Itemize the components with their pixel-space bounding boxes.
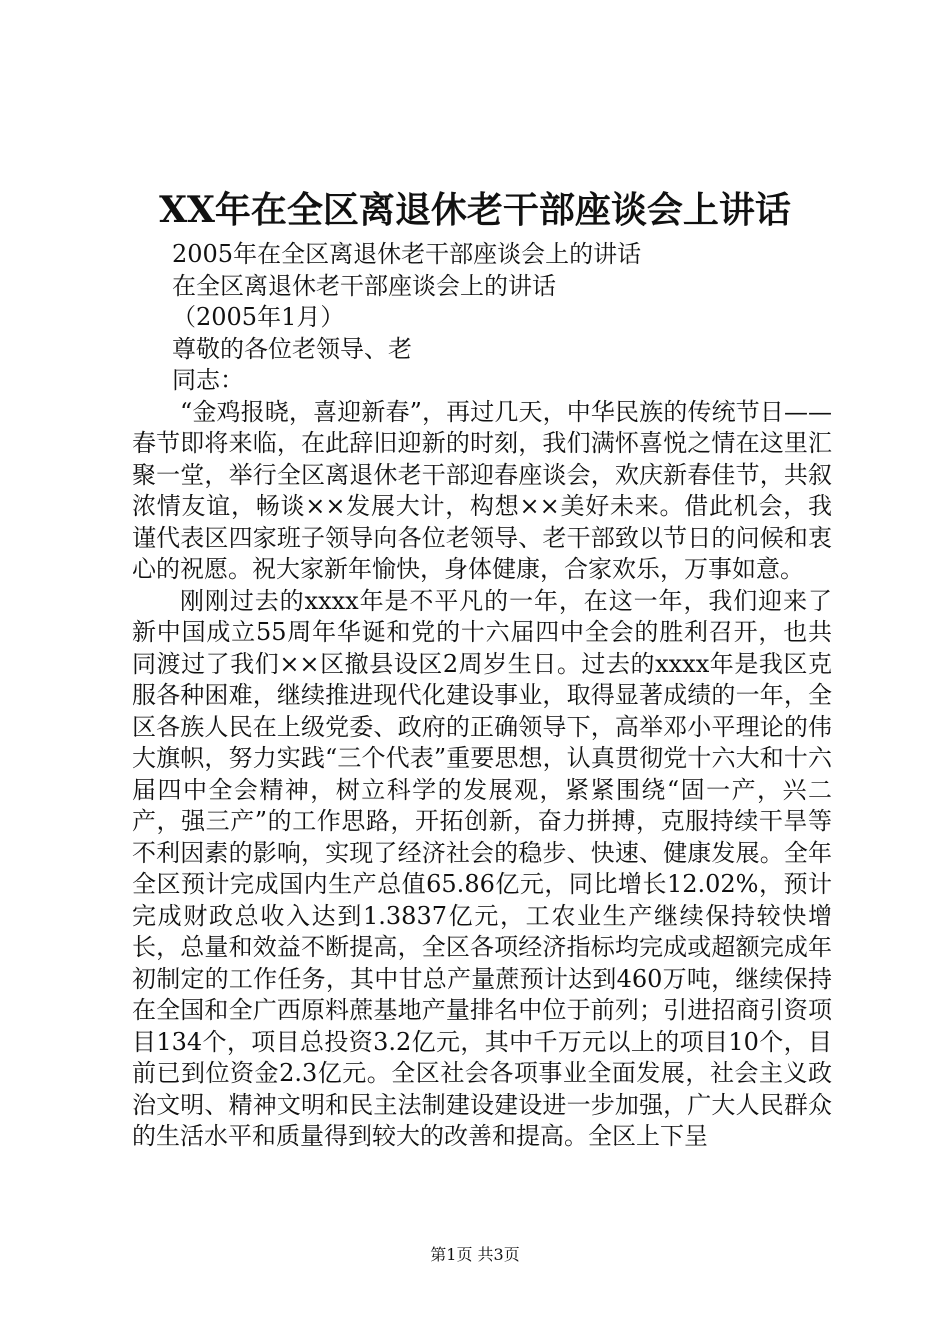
subtitle-line: 2005年在全区离退休老干部座谈会上的讲话 <box>172 240 642 268</box>
salutation-line: 尊敬的各位老领导、老 <box>172 334 412 363</box>
date-line: （2005年1月） <box>172 303 345 331</box>
page-footer: 第1页 共3页 <box>430 1245 520 1264</box>
body-paragraph: “金鸡报晓，喜迎新春”，再过几天，中华民族的传统节日——春节即将来临，在此辞旧迎新的时刻，我们满怀喜悦之情在这里汇聚一堂，举行全区离退休老干部迎春座谈会，欢庆新春佳节，共叙浓情友谊，畅谈××发展大计，构想××美好未来。借此机会，我谨代表区四家班子领导向各位老领导、老干部致以节日的问候和衷心的祝愿。祝大家新年愉快，身体健康，合家欢乐，万事如意。 <box>132 397 832 583</box>
document-title: XX年在全区离退休老干部座谈会上讲话 <box>159 189 791 231</box>
subtitle-line: 在全区离退休老干部座谈会上的讲话 <box>172 271 556 300</box>
salutation-line: 同志： <box>172 366 244 394</box>
body-paragraph: 刚刚过去的xxxx年是不平凡的一年，在这一年，我们迎来了新中国成立55周年华诞和党的十六届四中全会的胜利召开，也共同渡过了我们××区撤县设区2周岁生日。过去的xxxx年是我区克服各种困难，继续推进现代化建设事业，取得显著成绩的一年，全区各族人民在上级党委、政府的正确领导下，高举邓小平理论的伟大旗帜，努力实践“三个代表”重要思想，认真贯彻党十六大和十六届四中全会精神，树立科学的发展观，紧紧围绕“固一产，兴二产，强三产”的工作思路，开拓创新，奋力拼搏，克服持续干旱等不利因素的影响，实现了经济社会的稳步、快速、健康发展。全年全区预计完成国内生产总值65.86亿元，同比增长12.02%，预计完成财政总收入达到1.3837亿元，工农业生产继续保持较快增长，总量和效益不断提高，全区各项经济指标均完成或超额完成年初制定的工作任务，其中甘总产量蔗预计达到460万吨，继续保持在全国和全广西原料蔗基地产量排名中位于前列；引进招商引资项目134个，项目总投资3.2亿元，其中千万元以上的项目10个，目前已到位资金2.3亿元。全区社会各项事业全面发展，社会主义政治文明、精神文明和民主法制建设建设进一步加强，广大人民群众的生活水平和质量得到较大的改善和提高。全区上下呈 <box>132 586 832 1150</box>
document-body <box>132 239 832 1153</box>
